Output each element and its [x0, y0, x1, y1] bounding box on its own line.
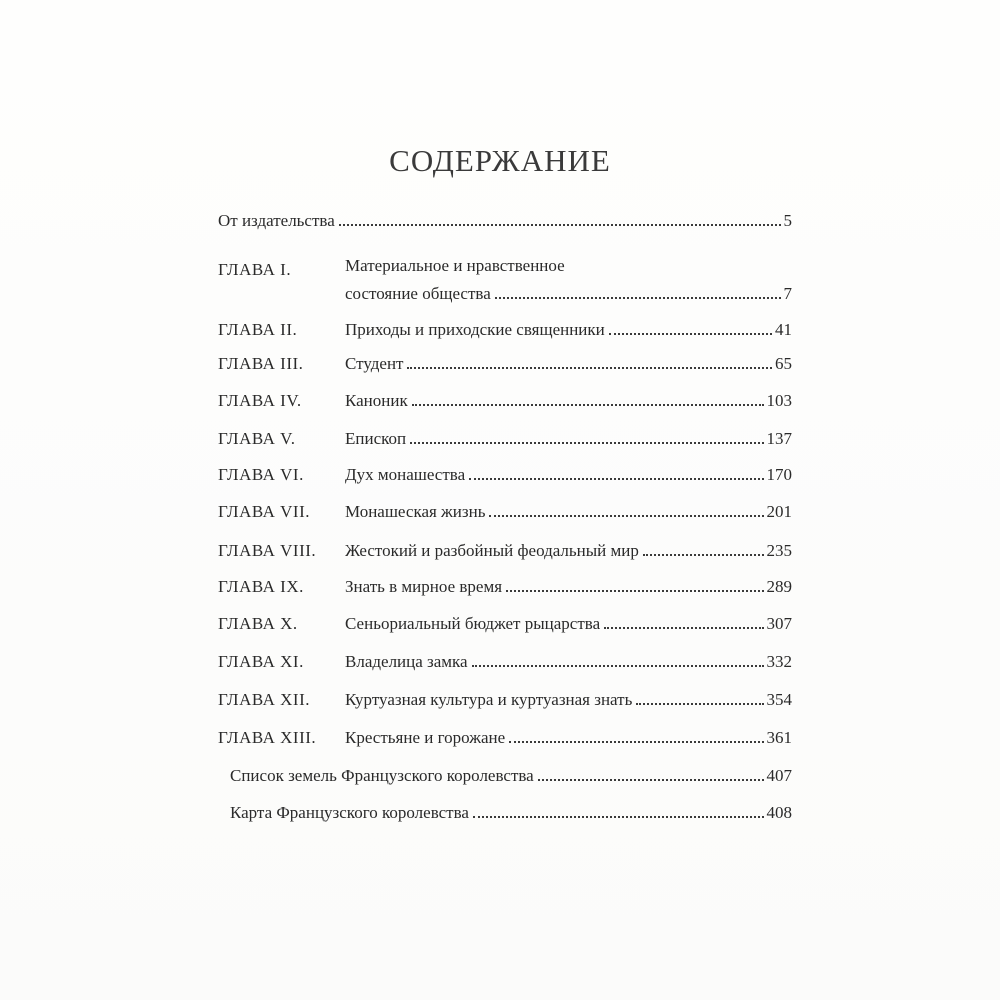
toc-entry[interactable] [218, 280, 792, 304]
toc-page-number: 332 [766, 652, 792, 671]
toc-entry[interactable] [230, 762, 792, 786]
chapter-label: ГЛАВА I. [218, 260, 292, 279]
dot-leader [509, 741, 763, 743]
dot-leader [609, 333, 772, 335]
toc-entry-label-row [218, 256, 792, 280]
dot-leader [473, 816, 764, 818]
toc-entry[interactable] [218, 207, 792, 231]
toc-entry[interactable] [218, 387, 792, 411]
toc-page-number: 41 [775, 320, 792, 339]
toc-page-number: 7 [783, 284, 792, 303]
chapter-label: ГЛАВА VII. [218, 502, 311, 521]
toc-entry[interactable] [218, 610, 792, 634]
toc-page-number: 65 [775, 354, 792, 373]
toc-page-number: 408 [766, 803, 792, 822]
chapter-label: ГЛАВА X. [218, 614, 298, 633]
toc-page-number: 235 [766, 541, 792, 560]
dot-leader [538, 779, 764, 781]
chapter-label: ГЛАВА V. [218, 429, 296, 448]
toc-entry[interactable] [230, 799, 792, 823]
chapter-label: ГЛАВА XI. [218, 652, 304, 671]
dot-leader [643, 554, 764, 556]
toc-page-number: 170 [766, 465, 792, 484]
dot-leader [506, 590, 763, 592]
toc-page-number: 354 [766, 690, 792, 709]
toc-entry-text: Жестокий и разбойный феодальный мир [345, 541, 639, 560]
toc-page-number: 361 [766, 728, 792, 747]
toc-page-number: 307 [766, 614, 792, 633]
toc-entry-text: Каноник [345, 391, 408, 410]
dot-leader [339, 224, 781, 226]
chapter-label: ГЛАВА VIII. [218, 541, 317, 560]
dot-leader [469, 478, 763, 480]
toc-entry[interactable] [218, 425, 792, 449]
toc-page-number: 289 [766, 577, 792, 596]
toc-entry[interactable] [218, 686, 792, 710]
dot-leader [472, 665, 764, 667]
toc-entry-text: Знать в мирное время [345, 577, 503, 596]
dot-leader [412, 404, 764, 406]
toc-entry-text: состояние общества [345, 284, 491, 303]
dot-leader [636, 703, 763, 705]
toc-entry[interactable] [218, 461, 792, 485]
toc-entry[interactable] [218, 316, 792, 340]
toc-entry[interactable] [218, 350, 792, 374]
dot-leader [407, 367, 772, 369]
chapter-label: ГЛАВА II. [218, 320, 298, 339]
toc-entry-text: Владелица замка [345, 652, 468, 671]
toc-entry-text: Сеньориальный бюджет рыцарства [345, 614, 601, 633]
chapter-label: ГЛАВА III. [218, 354, 304, 373]
toc-entry-text: Приходы и приходские священники [345, 320, 605, 339]
chapter-label: ГЛАВА IX. [218, 577, 304, 596]
toc-page-number: 103 [766, 391, 792, 410]
toc-entry-text: Куртуазная культура и куртуазная знать [345, 690, 633, 709]
dot-leader [410, 442, 763, 444]
toc-entry-text: От издательства [218, 211, 335, 230]
page-title: СОДЕРЖАНИЕ [389, 143, 611, 178]
chapter-label: ГЛАВА IV. [218, 391, 302, 410]
toc-entry[interactable] [218, 648, 792, 672]
toc-entry[interactable] [218, 724, 792, 748]
toc-entry[interactable] [218, 498, 792, 522]
dot-leader [489, 515, 763, 517]
toc-page-number: 5 [783, 211, 792, 230]
toc-entry[interactable] [218, 573, 792, 597]
chapter-label: ГЛАВА XII. [218, 690, 311, 709]
toc-entry-text: Дух монашества [345, 465, 466, 484]
toc-entry-text: Епископ [345, 429, 407, 448]
toc-entry[interactable] [218, 537, 792, 561]
dot-leader [495, 297, 781, 299]
toc-entry-text: Студент [345, 354, 404, 373]
toc-page-number: 201 [766, 502, 792, 521]
toc-entry-text-line1: Материальное и нравственное [345, 256, 565, 275]
chapter-label: ГЛАВА VI. [218, 465, 304, 484]
toc-entry-text: Монашеская жизнь [345, 502, 486, 521]
dot-leader [604, 627, 763, 629]
toc-entry-text: Карта Французского королевства [230, 803, 469, 822]
toc-page-number: 137 [766, 429, 792, 448]
chapter-label: ГЛАВА XIII. [218, 728, 317, 747]
toc-entry-text: Список земель Французского королевства [230, 766, 534, 785]
toc-page-number: 407 [766, 766, 792, 785]
toc-entry-text: Крестьяне и горожане [345, 728, 506, 747]
